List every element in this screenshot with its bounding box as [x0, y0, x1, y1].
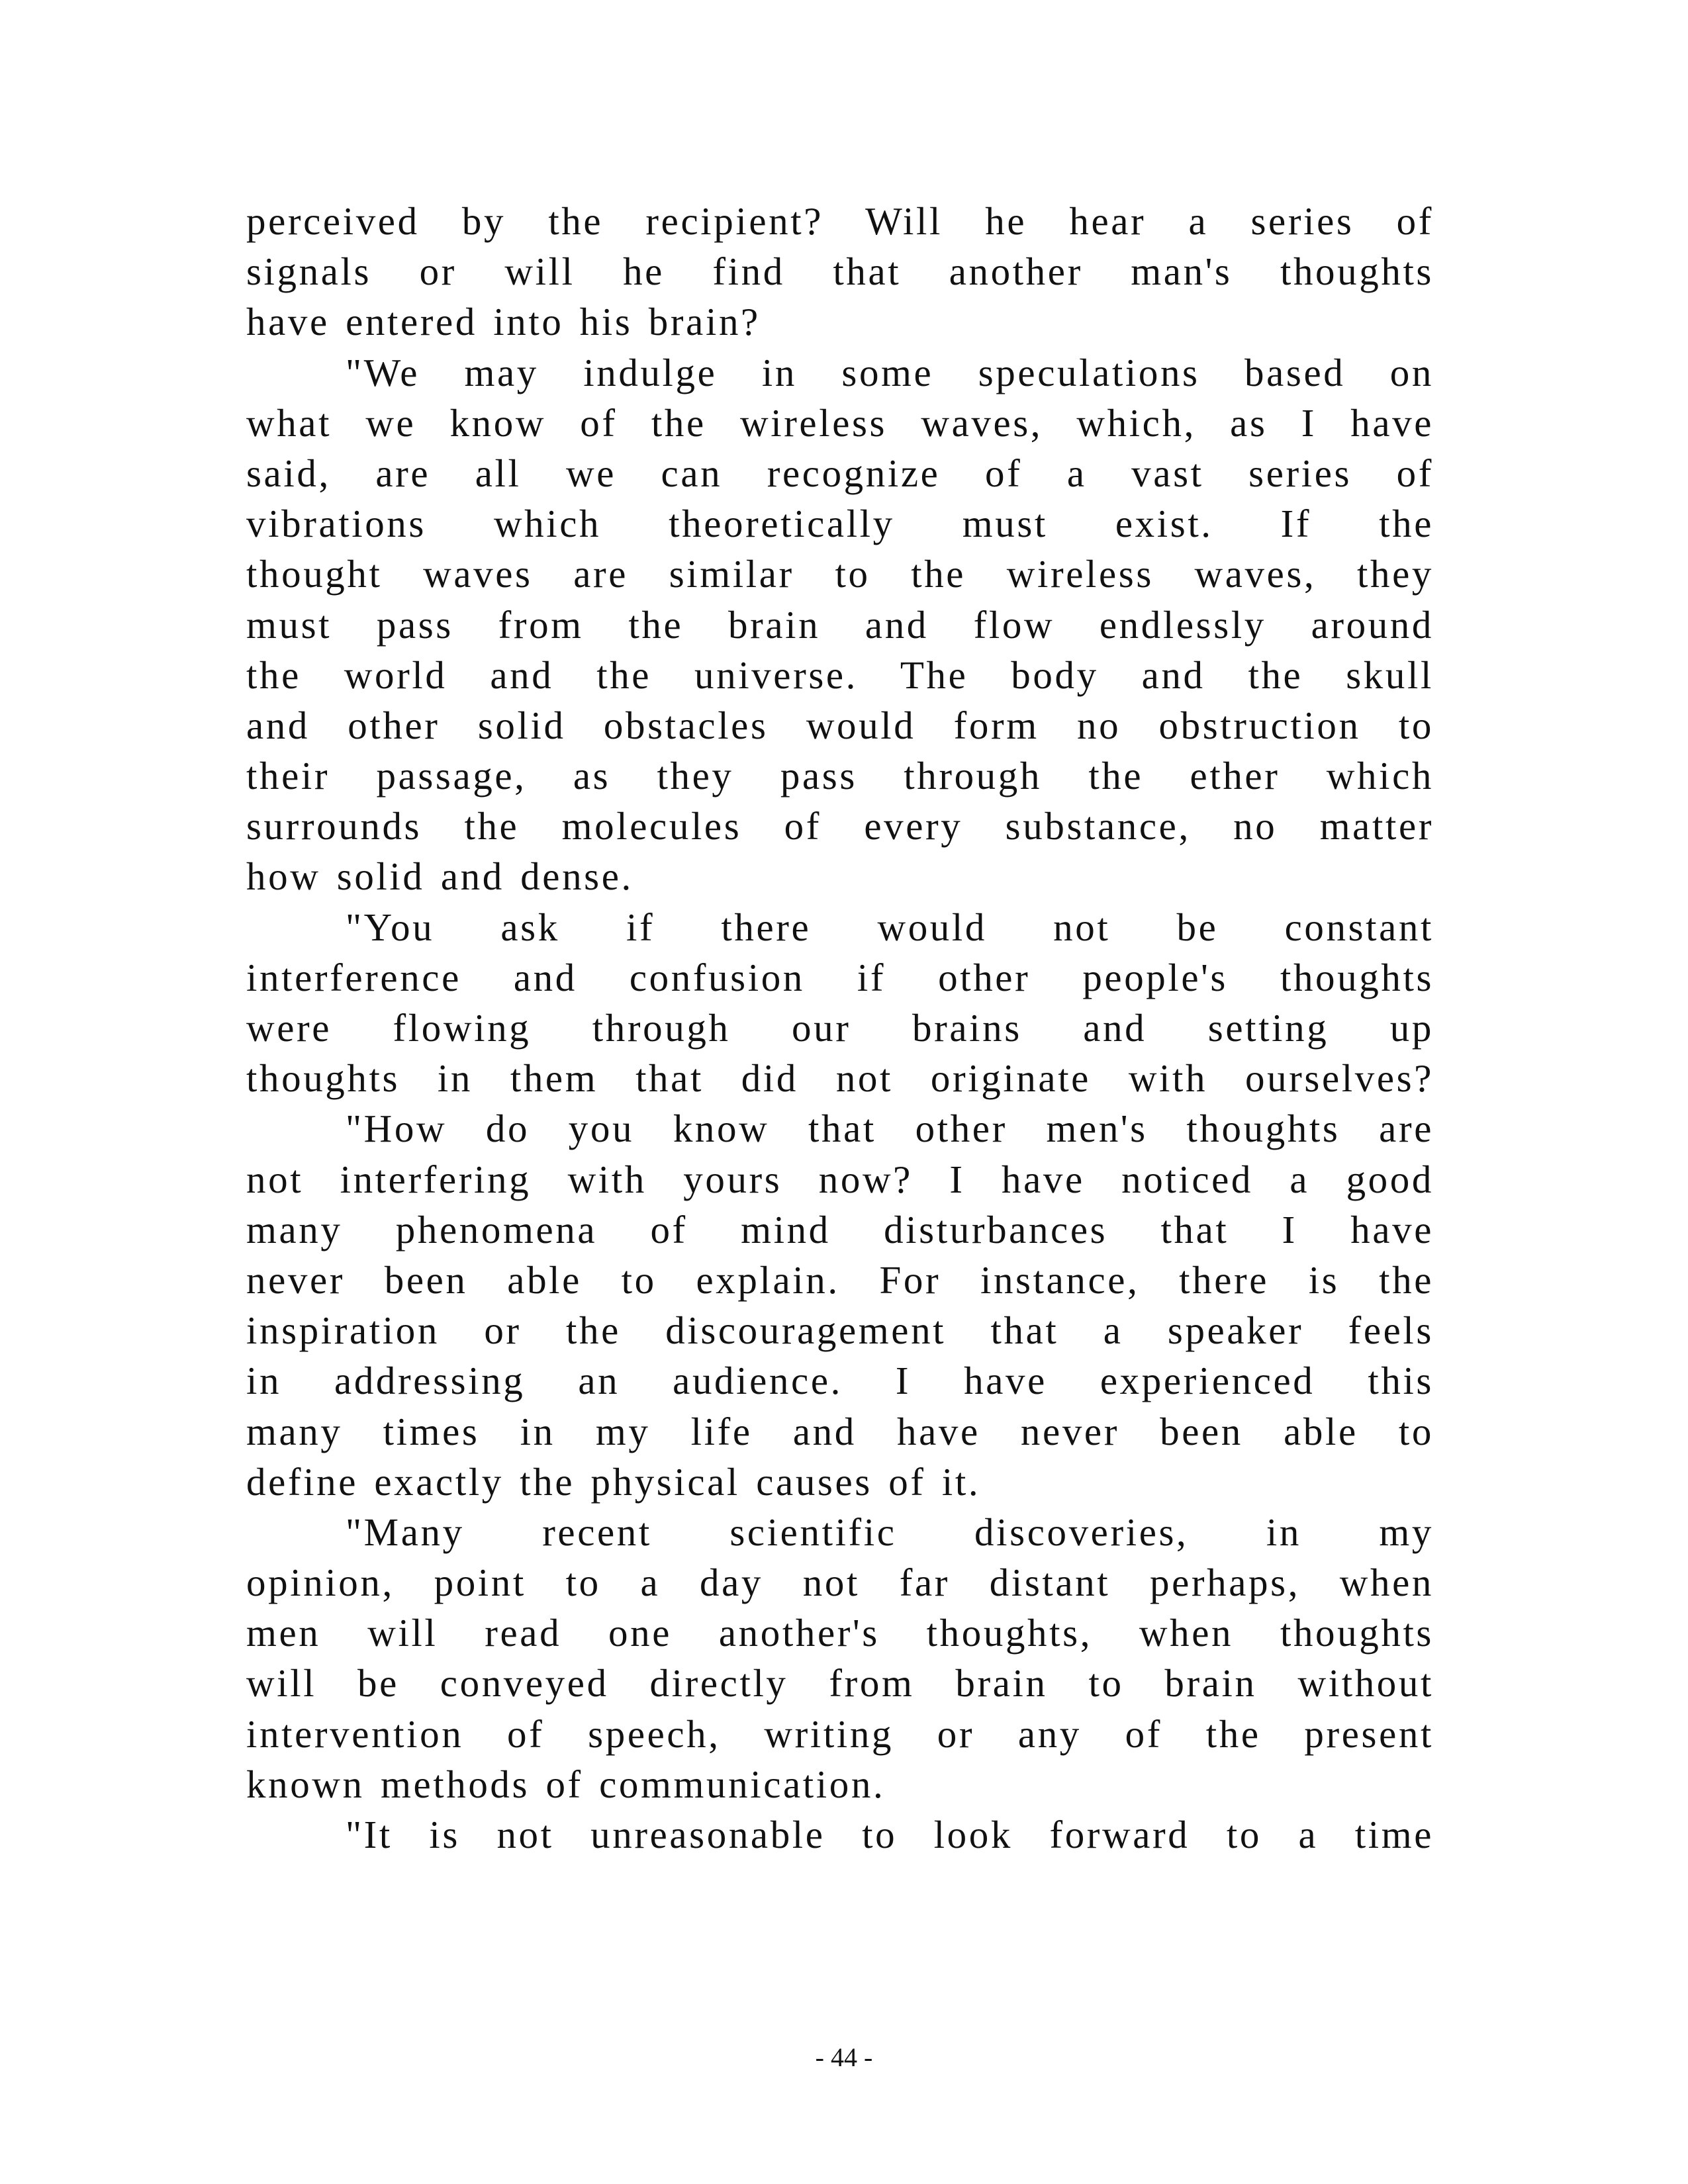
text-line: have entered into his brain?: [246, 300, 761, 344]
text-line: known methods of communication.: [246, 1762, 886, 1806]
text-line: must pass from the brain and flow endlessly around: [246, 602, 1434, 647]
text-line: signals or will he find that another man's thoughts: [246, 250, 1434, 294]
text-line: intervention of speech, writing or any of the present: [246, 1711, 1434, 1756]
text-line: in addressing an audience. I have experienced this: [246, 1359, 1434, 1403]
text-line: what we know of the wireless waves, which, as I have: [246, 400, 1434, 445]
text-line: were flowing through our brains and setting up: [246, 1006, 1434, 1050]
text-line: perceived by the recipient? Will he hear a series of: [246, 199, 1434, 243]
text-line: their passage, as they pass through the ether which: [246, 754, 1434, 798]
text-line: "You ask if there would not be constant: [346, 905, 1434, 949]
text-line: many phenomena of mind disturbances that I have: [246, 1207, 1434, 1251]
text-line: many times in my life and have never been able to: [246, 1409, 1434, 1453]
text-line: and other solid obstacles would form no obstruction to: [246, 703, 1434, 747]
text-line: said, are all we can recognize of a vast series of: [246, 451, 1434, 495]
text-line: thoughts in them that did not originate with ourselves?: [246, 1056, 1434, 1101]
text-line: will be conveyed directly from brain to brain without: [246, 1661, 1434, 1706]
text-line: opinion, point to a day not far distant perhaps, when: [246, 1561, 1434, 1605]
text-line: thought waves are similar to the wireless waves, they: [246, 552, 1434, 596]
text-line: define exactly the physical causes of it.: [246, 1459, 981, 1504]
text-line: not interfering with yours now? I have noticed a good: [246, 1157, 1434, 1201]
text-line: "Many recent scientific discoveries, in my: [346, 1510, 1434, 1554]
text-line: "It is not unreasonable to look forward to a time: [346, 1813, 1434, 1856]
text-line: how solid and dense.: [246, 854, 633, 899]
text-line: surrounds the molecules of every substance, no matter: [246, 804, 1434, 848]
body-text: [246, 196, 1434, 1860]
text-line: "How do you know that other men's thoughts are: [346, 1107, 1434, 1151]
text-line: never been able to explain. For instance, there is the: [246, 1257, 1434, 1302]
text-line: "We may indulge in some speculations based on: [346, 350, 1434, 394]
page-number: - 44 -: [815, 2042, 873, 2072]
text-line: men will read one another's thoughts, when thoughts: [246, 1611, 1434, 1655]
text-line: the world and the universe. The body and the skull: [246, 653, 1434, 697]
text-line: vibrations which theoretically must exist. If the: [246, 502, 1434, 546]
text-line: interference and confusion if other people's thoughts: [246, 955, 1434, 999]
text-line: inspiration or the discouragement that a speaker feels: [246, 1308, 1434, 1353]
